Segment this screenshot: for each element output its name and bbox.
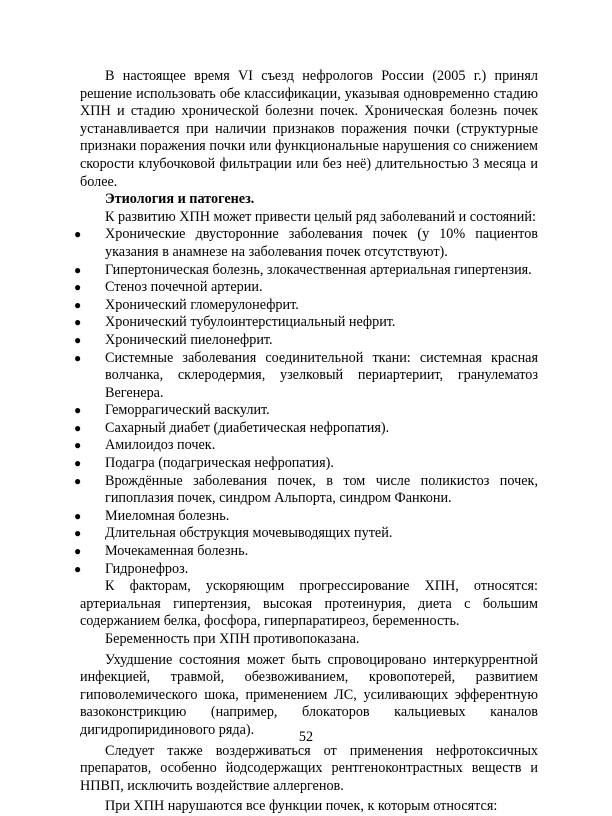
list-item-text: Системные заболевания соединительной ткани: системная красная волчанка, склеродермия, узелковый периартериит, гранулематоз Вегенера. [105,349,538,401]
list-item [74,261,538,280]
list-item [74,419,538,438]
bullet-icon: ● [74,473,82,488]
list-item [74,296,538,315]
list-item-text: Мочекаменная болезнь. [105,543,249,560]
list-item [74,402,538,420]
bullet-icon: ● [74,561,82,576]
list-item-text: Длительная обструкция мочевыводящих путей. [105,525,393,542]
list-item-text: Хронический тубулоинтерстициальный нефрит. [105,314,396,331]
list-item [74,472,538,508]
list-item [74,331,538,350]
worsening-paragraph: Ухудшение состояния может быть спровоцировано интеркуррентной инфекцией, травмой, обезвоживанием, кровопотерей, развитием гиповолемического шока, применением ЛС, усиливающих эфферентную вазоконстрикцию (например, блокаторов кальциевых каналов дигидропиридинового ряда). [80,651,538,738]
list-item [74,314,538,332]
list-item-text: Хронический пиелонефрит. [105,331,273,348]
bullet-icon: ● [74,403,82,418]
bullet-icon: ● [74,438,82,453]
bullet-icon: ● [74,508,82,523]
bullet-icon: ● [74,315,82,330]
list-item-text: Гидронефроз. [105,560,189,577]
causes-lead-paragraph: К развитию ХПН может привести целый ряд заболеваний и состояний: [105,208,536,225]
pregnancy-paragraph: Беременность при ХПН противопоказана. [105,631,360,647]
page-number: 52 [298,729,314,745]
list-item-text: Хронический гломерулонефрит. [105,296,299,313]
bullet-icon: ● [74,350,82,365]
list-item-text: Сахарный диабет (диабетическая нефропатия). [105,419,390,436]
bullet-icon: ● [74,456,82,471]
list-item [74,455,538,473]
bullet-icon: ● [74,227,82,242]
list-item [74,560,538,579]
bullet-icon: ● [74,526,82,541]
list-item-text: Миеломная болезнь. [105,507,230,524]
list-item-text: Стеноз почечной артерии. [105,279,263,296]
intro-paragraph: В настоящее время VI съезд нефрологов России (2005 г.) принял решение использовать обе классификации, указывая одновременно стадию ХПН и стадию хронической болезни почек. Хроническая болезнь почек устанавливается при наличии признаков поражения почки (структурные признаки поражения почки или функциональные нарушения со снижением скорости клубочковой фильтрации или без неё) длительностью 3 месяца и более. [80,68,538,190]
list-item [74,437,538,455]
factors-paragraph: К факторам, ускоряющим прогрессирование ХПН, относятся: артериальная гипертензия, высокая протеинурия, диета с большим содержанием белка, фосфора, гиперпаратиреоз, беременность. [80,578,538,630]
list-item-text: Гипертоническая болезнь, злокачественная артериальная гипертензия. [105,261,532,278]
list-item [74,507,538,526]
section-heading: Этиология и патогенез. [105,191,255,208]
list-item [74,279,538,297]
list-item-text: Хронические двусторонние заболевания почек (у 10% пациентов указания в анамнезе на заболевания почек отсутствуют). [105,226,538,260]
bullet-icon: ● [74,280,82,295]
list-item [74,525,538,543]
page-body [74,68,538,816]
avoid-paragraph: Следует также воздерживаться от применения нефротоксичных препаратов, особенно йодсодержащих рентгеноконтрастных веществ и НПВП, исключить воздействие аллергенов. [80,742,538,794]
list-item-text: Амилоидоз почек. [105,437,216,454]
list-item [74,543,538,561]
bullet-icon: ● [74,297,82,312]
bullet-icon: ● [74,262,82,277]
list-item [74,226,538,261]
bullet-icon: ● [74,544,82,559]
bullet-icon: ● [74,420,82,435]
list-item-text: Геморрагический васкулит. [105,402,270,419]
causes-list [74,226,538,578]
functions-paragraph: При ХПН нарушаются все функции почек, к которым относятся: [105,798,498,815]
list-item-text: Врождённые заболевания почек, в том числе поликистоз почек, гипоплазия почек, синдром Альпорта, синдром Фанкони. [105,472,538,507]
list-item-text: Подагра (подагрическая нефропатия). [105,455,334,472]
bullet-icon: ● [74,332,82,347]
list-item [74,349,538,403]
